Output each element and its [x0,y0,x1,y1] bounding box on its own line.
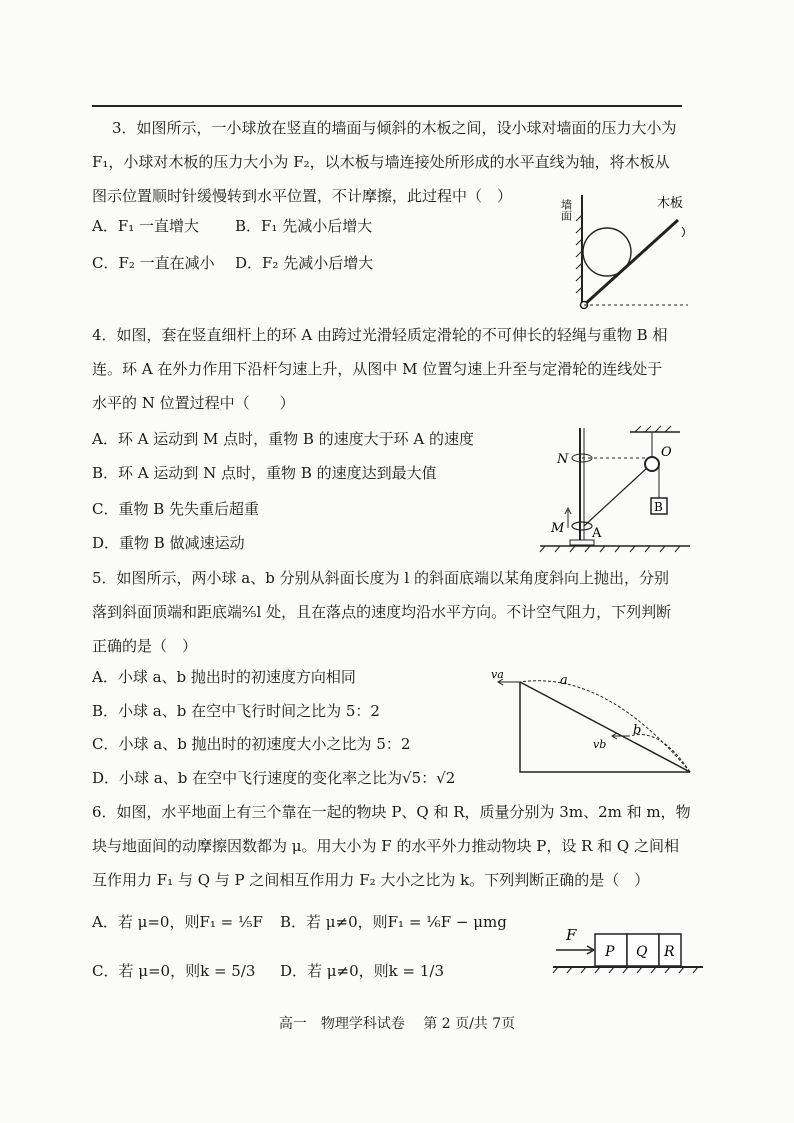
q3-stem-line2: F₁，小球对木板的压力大小为 F₂，以木板与墙连接处所形成的水平直线为轴，将木板从 [92,153,670,171]
q3-figure-wall-board [560,185,695,315]
q3-stem-line3: 图示位置顺时针缓慢转到水平位置，不计摩擦，此过程中（ ） [92,187,513,205]
q4-stem-line3: 水平的 N 位置过程中（ ） [92,394,295,412]
q5-stem-line1: 5．如图所示，两小球 a、b 分别从斜面长度为 l 的斜面底端以某角度斜向上抛出，分别 [92,569,669,587]
q5-stem-line3: 正确的是（ ） [92,637,198,655]
q5-option-a: A．小球 a、b 抛出时的初速度方向相同 [92,668,356,686]
q6-fig-label-q: Q [636,944,648,960]
q6-fig-label-r: R [664,944,675,960]
q4-option-c: C．重物 B 先失重后超重 [92,500,260,518]
q5-fig-label-a: a [560,673,568,688]
q5-fig-label-b: b [633,723,642,738]
q4-option-d: D．重物 B 做减速运动 [92,534,245,552]
q6-option-c: C．若 μ=0，则k = 5/3 [92,962,256,980]
q6-stem-line2: 块与地面间的动摩擦因数都为 μ。用大小为 F 的水平外力推动物块 P，设 R 和 Q 之间相 [92,837,679,855]
q6-fig-label-f: F [566,926,577,944]
q3-fig-wall-label: 墙面 [560,199,573,221]
q6-stem-line3: 互作用力 F₁ 与 Q 与 P 之间相互作用力 F₂ 大小之比为 k。下列判断正确的是（ ） [92,871,650,889]
q5-option-d: D．小球 a、b 在空中飞行速度的变化率之比为√5：√2 [92,769,456,787]
q4-fig-label-n: N [557,452,569,467]
q4-figure-ring-pulley [535,420,695,555]
q5-figure-incline [485,662,695,777]
q4-fig-label-a: A [592,526,602,541]
q6-figure-blocks [548,920,708,990]
q3-option-a: A．F₁ 一直增大 [92,217,200,235]
q5-fig-label-va: va [491,668,504,681]
q3-stem-line1: 3．如图所示，一小球放在竖直的墙面与倾斜的木板之间，设小球对墙面的压力大小为 [112,119,677,137]
q4-stem-line1: 4．如图，套在竖直细杆上的环 A 由跨过光滑轻质定滑轮的不可伸长的轻绳与重物 B 相 [92,326,668,344]
q6-option-a: A．若 μ=0，则F₁ = ⅕F [92,913,263,931]
q3-option-c: C．F₂ 一直在减小 [92,254,215,272]
q4-fig-label-b: B [654,500,663,514]
q6-option-d: D．若 μ≠0，则k = 1/3 [280,962,444,980]
q6-fig-label-p: P [605,944,615,960]
q5-stem-line2: 落到斜面顶端和距底端⅖l 处，且在落点的速度均沿水平方向。不计空气阻力，下列判断 [92,603,672,621]
q4-fig-label-m: M [551,521,565,536]
q6-stem-line1: 6．如图，水平地面上有三个靠在一起的物块 P、Q 和 R，质量分别为 3m、2m 和 m，物 [92,803,691,821]
q4-stem-line2: 连。环 A 在外力作用下沿杆匀速上升，从图中 M 位置匀速上升至与定滑轮的连线处于 [92,360,663,378]
q4-fig-label-o: O [661,445,672,460]
q3-fig-board-label: 木板 [657,196,684,211]
q3-option-b: B．F₁ 先减小后增大 [235,217,373,235]
page-footer: 高一 物理学科试卷 第 2 页/共 7页 [278,1016,516,1032]
q3-option-d: D．F₂ 先减小后增大 [235,254,374,272]
q5-option-c: C．小球 a、b 抛出时的初速度大小之比为 5：2 [92,735,411,753]
q4-option-a: A．环 A 运动到 M 点时，重物 B 的速度大于环 A 的速度 [92,430,475,448]
q5-option-b: B．小球 a、b 在空中飞行时间之比为 5：2 [92,702,380,720]
q5-fig-label-vb: vb [593,738,607,751]
q6-option-b: B．若 μ≠0，则F₁ = ⅙F − μmg [280,913,507,931]
header-rule [92,105,682,107]
q4-option-b: B．环 A 运动到 N 点时，重物 B 的速度达到最大值 [92,464,437,482]
